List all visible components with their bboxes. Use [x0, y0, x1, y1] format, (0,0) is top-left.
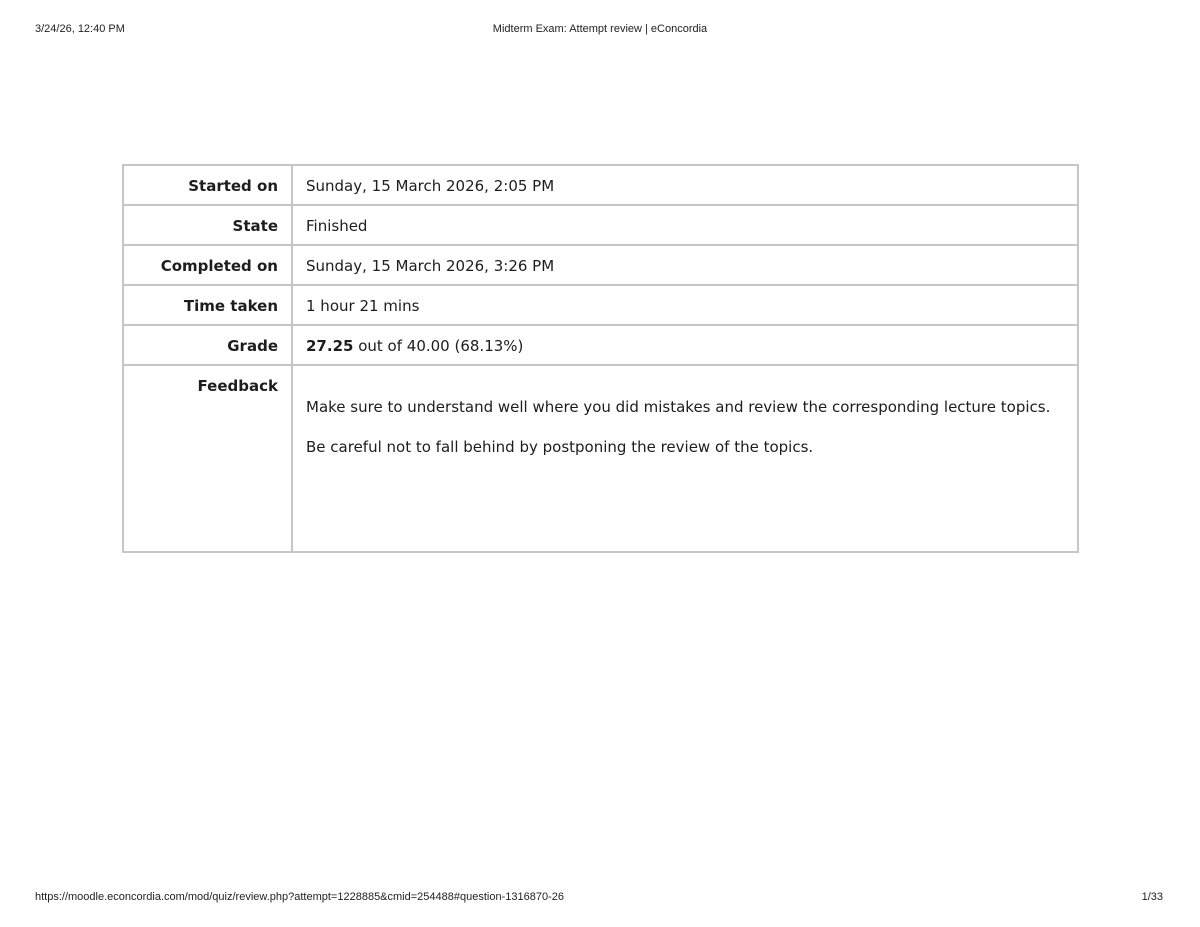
grade-label: Grade: [123, 325, 292, 365]
state-label: State: [123, 205, 292, 245]
summary-row-completed-on: [123, 245, 1078, 285]
feedback-paragraph-2: Be careful not to fall behind by postponing the review of the topics.: [306, 438, 814, 456]
print-datetime: 3/24/26, 12:40 PM: [35, 23, 125, 35]
quiz-summary-table: [122, 164, 1079, 553]
feedback-text: [306, 377, 1077, 456]
feedback-paragraph-1: Make sure to understand well where you did mistakes and review the corresponding lecture topics.: [306, 398, 1051, 416]
print-header: [0, 23, 1200, 37]
state-value: Finished: [292, 205, 1078, 245]
feedback-value: [292, 365, 1078, 552]
grade-value: [292, 325, 1078, 365]
summary-row-feedback: [123, 365, 1078, 552]
grade-score: 27.25: [306, 337, 354, 355]
time-taken-value: 1 hour 21 mins: [292, 285, 1078, 325]
print-url: https://moodle.econcordia.com/mod/quiz/review.php?attempt=1228885&cmid=254488#question-1316870-26: [35, 891, 564, 903]
completed-on-value: Sunday, 15 March 2026, 3:26 PM: [292, 245, 1078, 285]
summary-row-time-taken: [123, 285, 1078, 325]
summary-row-started-on: [123, 165, 1078, 205]
feedback-label: Feedback: [123, 365, 292, 552]
summary-row-state: [123, 205, 1078, 245]
started-on-value: Sunday, 15 March 2026, 2:05 PM: [292, 165, 1078, 205]
started-on-label: Started on: [123, 165, 292, 205]
print-page-number: 1/33: [1141, 891, 1163, 903]
grade-total: out of 40.00 (68.13%): [353, 337, 524, 355]
completed-on-label: Completed on: [123, 245, 292, 285]
print-page-title: Midterm Exam: Attempt review | eConcordia: [492, 23, 708, 35]
time-taken-label: Time taken: [123, 285, 292, 325]
print-footer: [0, 891, 1200, 905]
summary-row-grade: [123, 325, 1078, 365]
